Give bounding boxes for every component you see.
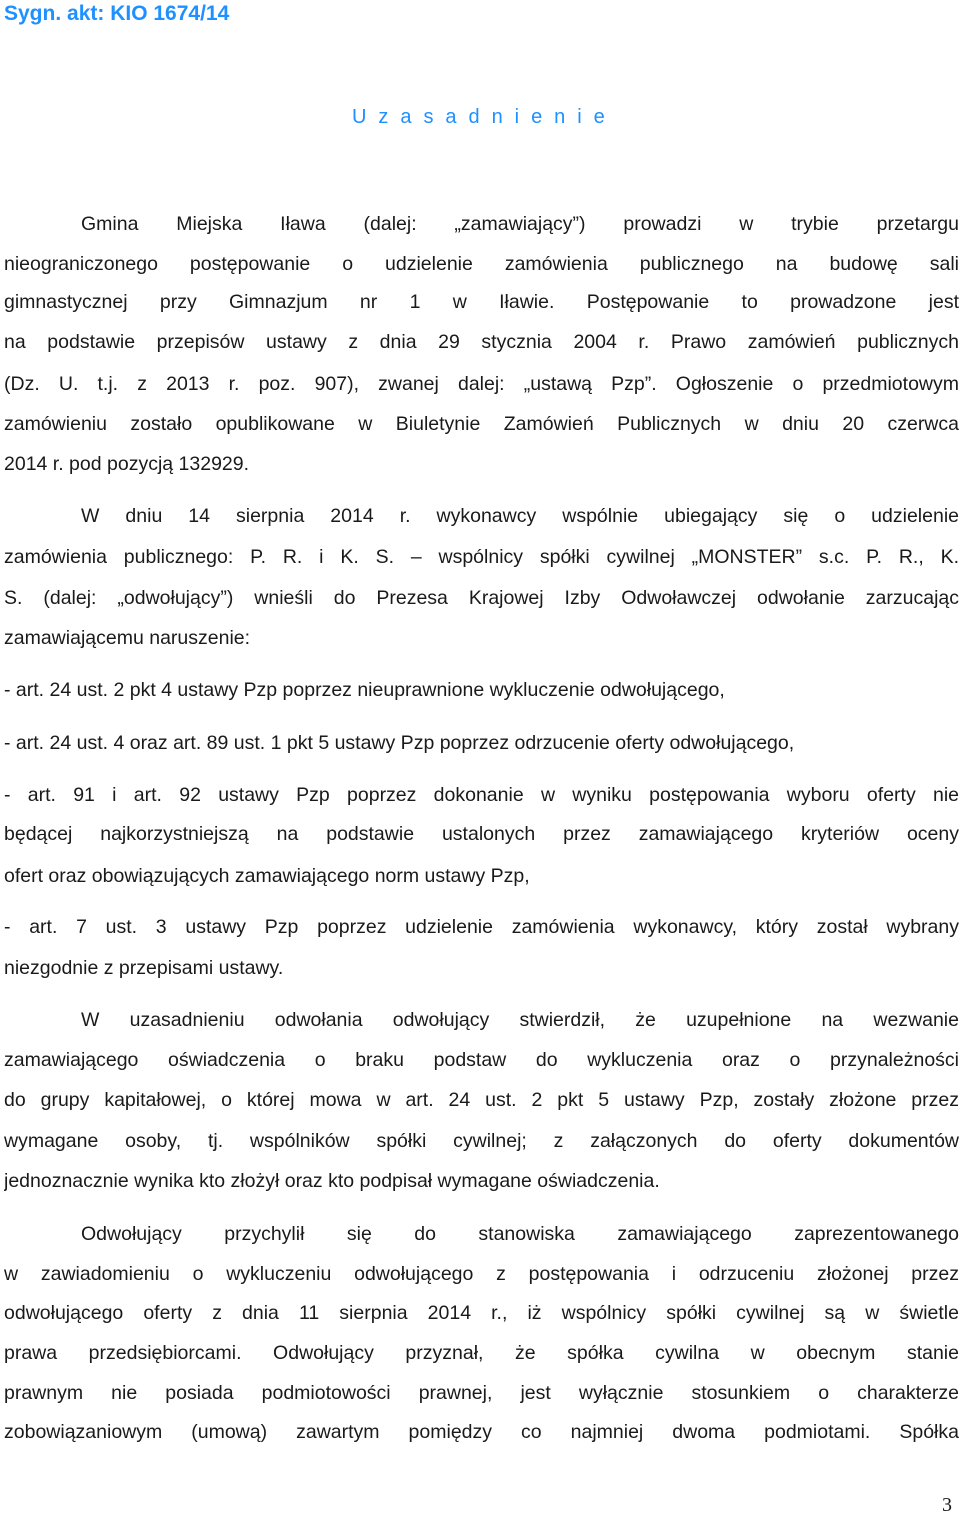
text-line: S. (dalej: „odwołujący”) wnieśli do Prezesa Krajowej Izby Odwoławczej odwołanie zarzucając bbox=[4, 587, 959, 609]
text-line: do grupy kapitałowej, o której mowa w art. 24 ust. 2 pkt 5 ustawy Pzp, zostały złożone przez bbox=[4, 1089, 959, 1111]
list-item: - art. 24 ust. 2 pkt 4 ustawy Pzp poprzez nieuprawnione wykluczenie odwołującego, bbox=[4, 679, 725, 701]
text-line: gimnastycznej przy Gimnazjum nr 1 w Iławie. Postępowanie to prowadzone jest bbox=[4, 291, 959, 313]
text-line: Odwołujący przychylił się do stanowiska zamawiającego zaprezentowanego bbox=[81, 1223, 959, 1245]
document-title: U z a s a d n i e n i e bbox=[352, 106, 608, 128]
text-line: W dniu 14 sierpnia 2014 r. wykonawcy wspólnie ubiegający się o udzielenie bbox=[81, 505, 959, 527]
case-reference: Sygn. akt: KIO 1674/14 bbox=[4, 2, 230, 25]
text-line: W uzasadnieniu odwołania odwołujący stwierdził, że uzupełnione na wezwanie bbox=[81, 1009, 959, 1031]
text-line: zamówieniu zostało opublikowane w Biuletynie Zamówień Publicznych w dniu 20 czerwca bbox=[4, 413, 959, 435]
text-line: nieograniczonego postępowanie o udzielenie zamówienia publicznego na budowę sali bbox=[4, 253, 959, 275]
list-item: - art. 91 i art. 92 ustawy Pzp poprzez dokonanie w wyniku postępowania wyboru oferty nie bbox=[4, 784, 959, 806]
text-line: niezgodnie z przepisami ustawy. bbox=[4, 957, 284, 979]
text-line: wymagane osoby, tj. wspólników spółki cywilnej; z załączonych do oferty dokumentów bbox=[4, 1130, 959, 1152]
list-item: - art. 24 ust. 4 oraz art. 89 ust. 1 pkt 5 ustawy Pzp poprzez odrzucenie oferty odwołującego, bbox=[4, 732, 795, 754]
text-line: zamówienia publicznego: P. R. i K. S. – wspólnicy spółki cywilnej „MONSTER” s.c. P. R., K. bbox=[4, 546, 959, 568]
text-line: (Dz. U. t.j. z 2013 r. poz. 907), zwanej dalej: „ustawą Pzp”. Ogłoszenie o przedmiotowym bbox=[4, 373, 959, 395]
text-line: jednoznacznie wynika kto złożył oraz kto podpisał wymagane oświadczenia. bbox=[4, 1170, 660, 1192]
text-line: w zawiadomieniu o wykluczeniu odwołującego z postępowania i odrzuceniu złożonej przez bbox=[4, 1263, 959, 1285]
text-line: prawa przedsiębiorcami. Odwołujący przyznał, że spółka cywilna w obecnym stanie bbox=[4, 1342, 959, 1364]
text-line: zobowiązaniowym (umową) zawartym pomiędzy co najmniej dwoma podmiotami. Spółka bbox=[4, 1421, 959, 1443]
text-line: zamawiającemu naruszenie: bbox=[4, 627, 251, 649]
text-line: zamawiającego oświadczenia o braku podstaw do wykluczenia oraz o przynależności bbox=[4, 1049, 959, 1071]
text-line: prawnym nie posiada podmiotowości prawnej, jest wyłącznie stosunkiem o charakterze bbox=[4, 1382, 959, 1404]
text-line: na podstawie przepisów ustawy z dnia 29 stycznia 2004 r. Prawo zamówień publicznych bbox=[4, 331, 959, 353]
page-number: 3 bbox=[942, 1494, 952, 1516]
text-line: będącej najkorzystniejszą na podstawie ustalonych przez zamawiającego kryteriów oceny bbox=[4, 823, 959, 845]
text-line: 2014 r. pod pozycją 132929. bbox=[4, 453, 250, 475]
list-item: - art. 7 ust. 3 ustawy Pzp poprzez udzielenie zamówienia wykonawcy, który został wybrany bbox=[4, 916, 959, 938]
text-line: ofert oraz obowiązujących zamawiającego norm ustawy Pzp, bbox=[4, 865, 530, 887]
text-line: Gmina Miejska Iława (dalej: „zamawiający”) prowadzi w trybie przetargu bbox=[81, 213, 959, 235]
text-line: odwołującego oferty z dnia 11 sierpnia 2014 r., iż wspólnicy spółki cywilnej są w świetle bbox=[4, 1302, 959, 1324]
